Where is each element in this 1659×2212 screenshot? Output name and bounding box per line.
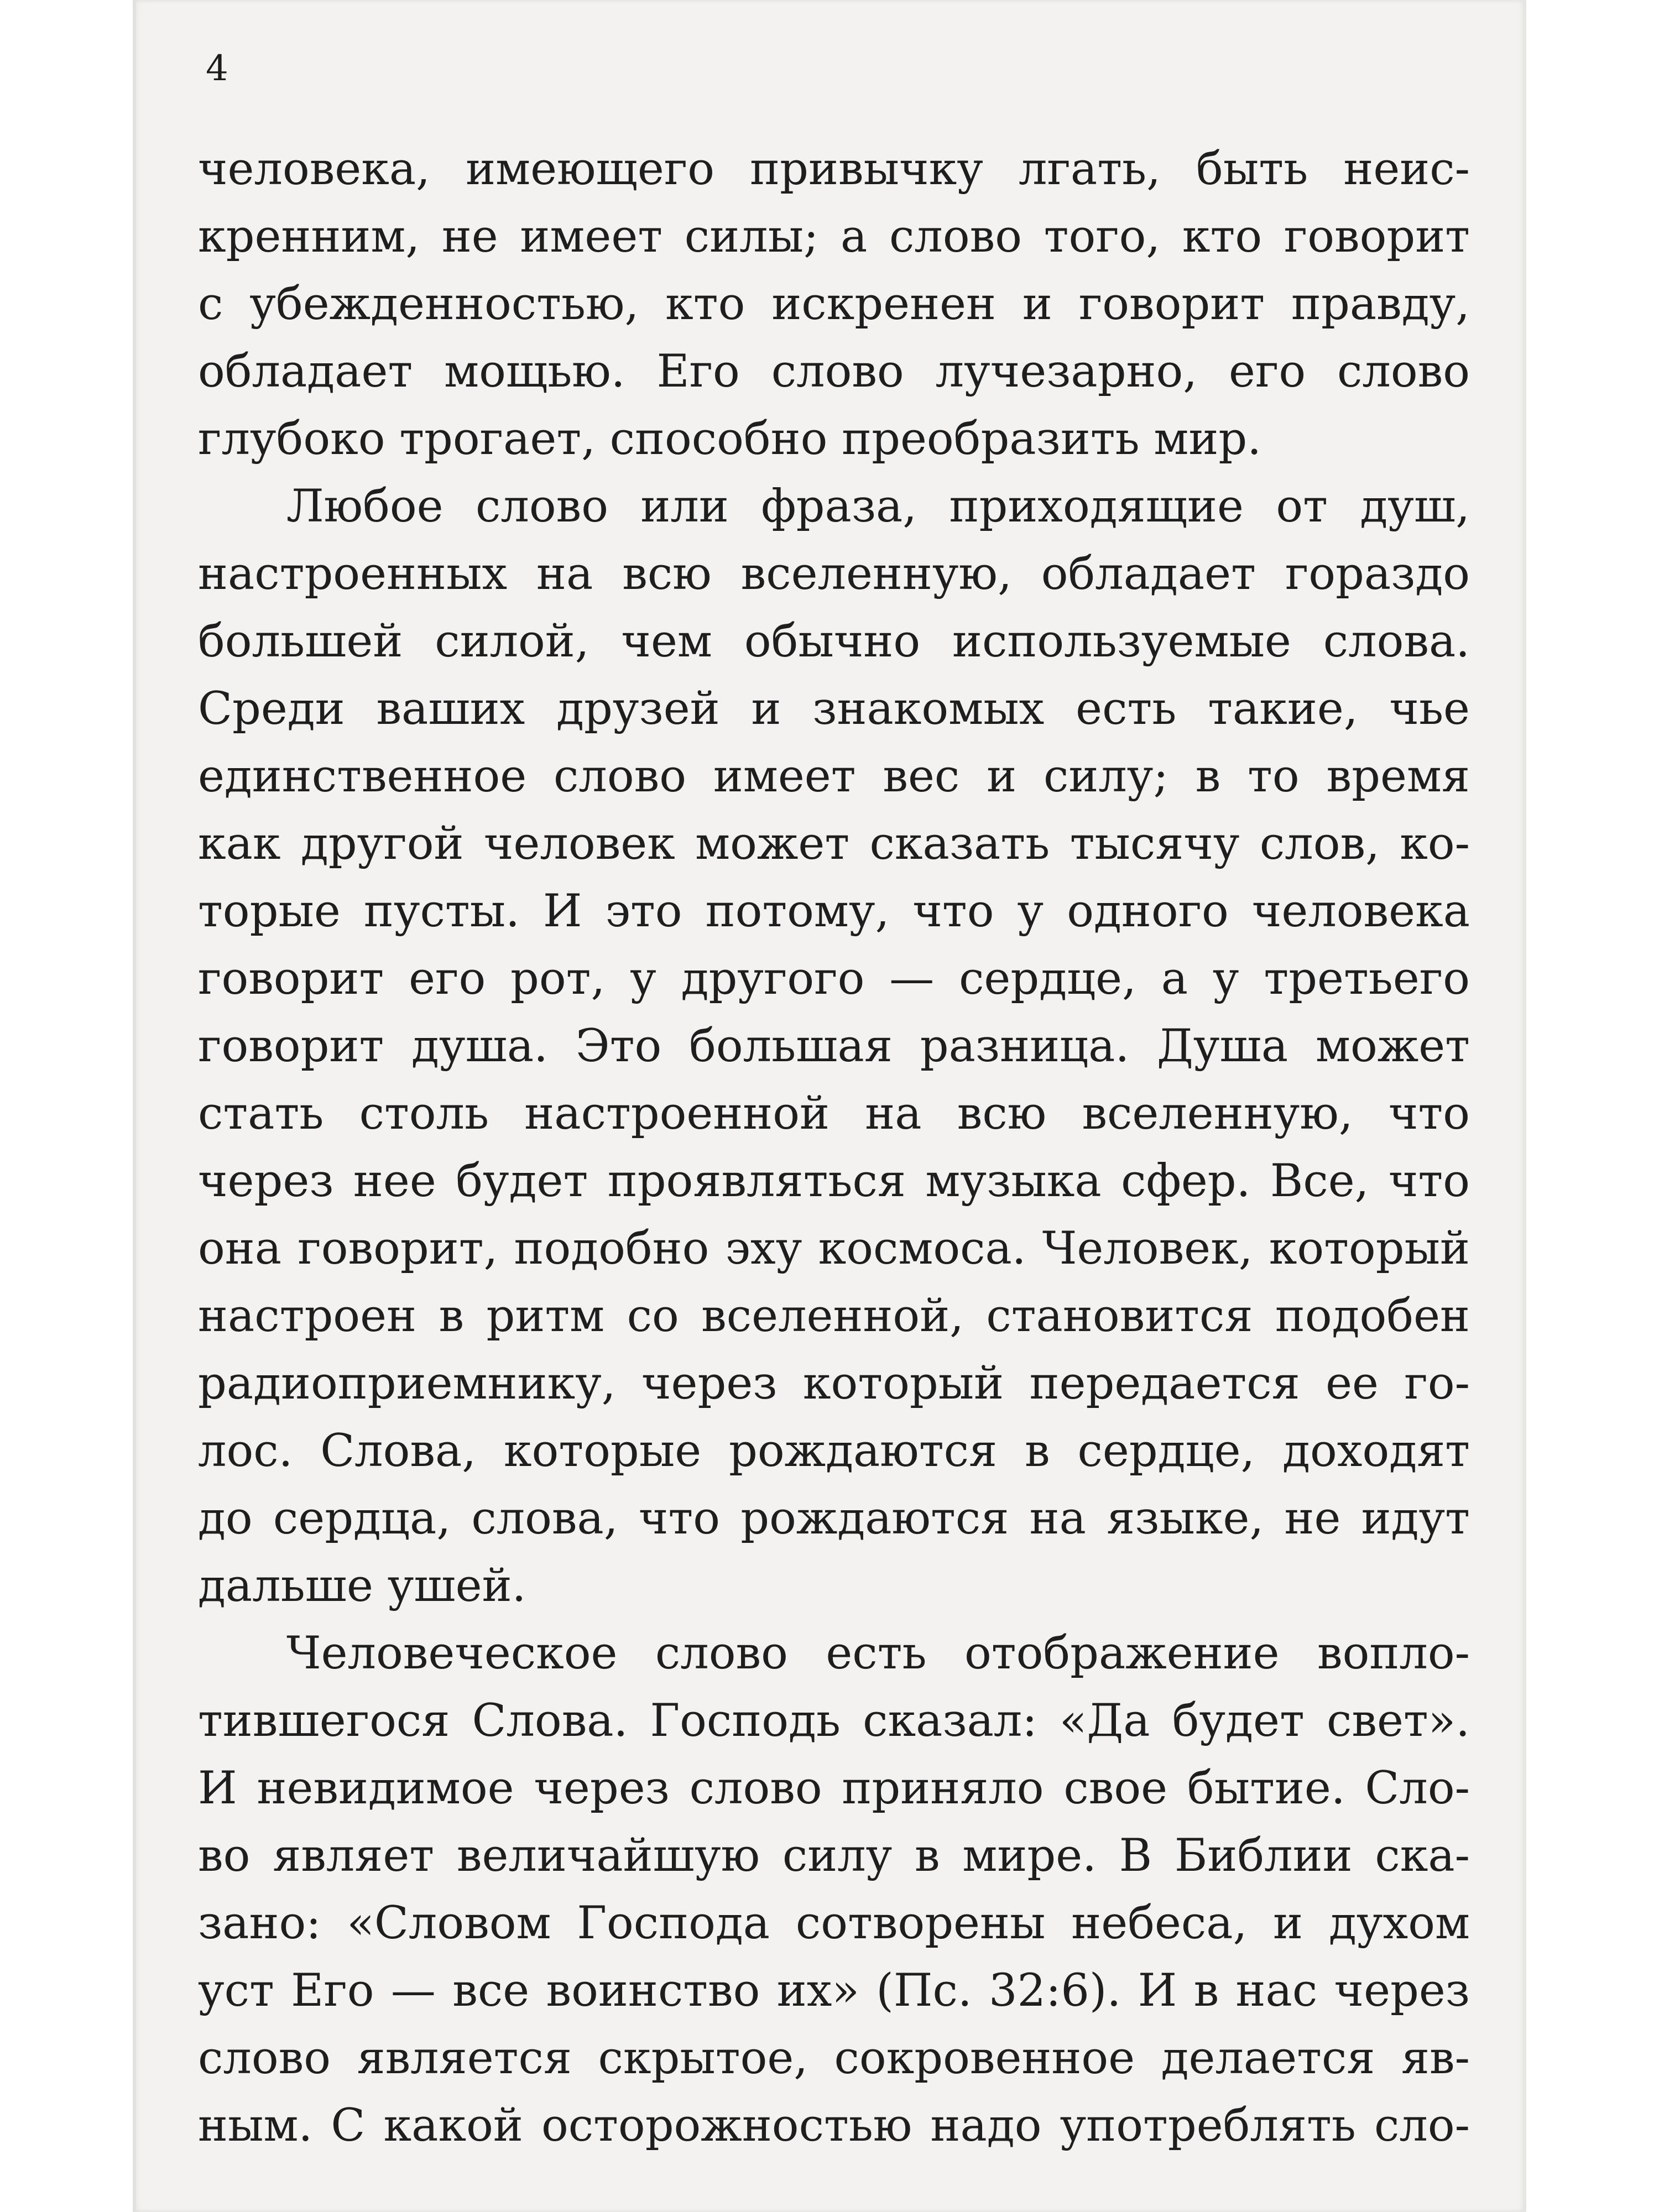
page-edge-left bbox=[133, 0, 136, 2212]
paragraph-2 bbox=[198, 473, 1470, 1620]
text-line: через нее будет проявляться музыка сфер. Все, что bbox=[198, 1155, 1470, 1207]
text-line: зано: «Словом Господа сотворены небеса, и духом bbox=[198, 1897, 1470, 1949]
text-line: ным. С какой осторожностью надо употреблять сло- bbox=[198, 2100, 1470, 2152]
text-line: Среди ваших друзей и знакомых есть такие, чье bbox=[198, 683, 1470, 735]
page-number: 4 bbox=[206, 48, 228, 89]
paragraph-1 bbox=[198, 135, 1470, 473]
text-line: Человеческое слово есть отображение вопло- bbox=[286, 1627, 1470, 1679]
paragraph-3 bbox=[198, 1620, 1470, 2159]
page-edge-right bbox=[1523, 0, 1526, 2212]
text-line: обладает мощью. Его слово лучезарно, его слово bbox=[198, 346, 1470, 398]
text-line: И невидимое через слово приняло свое бытие. Сло- bbox=[198, 1762, 1470, 1814]
text-line: тившегося Слова. Господь сказал: «Да будет свет». bbox=[198, 1695, 1470, 1747]
text-line: она говорит, подобно эху космоса. Человек, который bbox=[198, 1223, 1470, 1275]
text-line: радиоприемнику, через который передается ее го- bbox=[198, 1358, 1470, 1410]
text-line: до сердца, слова, что рождаются на языке, не идут bbox=[198, 1493, 1470, 1545]
text-line: глубоко трогает, способно преобразить мир. bbox=[198, 413, 1261, 465]
text-line: говорит душа. Это большая разница. Душа может bbox=[198, 1020, 1470, 1072]
text-line: большей силой, чем обычно используемые слова. bbox=[198, 615, 1470, 667]
text-line: говорит его рот, у другого — сердце, а у третьего bbox=[198, 953, 1470, 1005]
text-line: лос. Слова, которые рождаются в сердце, доходят bbox=[198, 1425, 1470, 1477]
text-line: настроенных на всю вселенную, обладает гораздо bbox=[198, 548, 1470, 600]
text-line: с убежденностью, кто искренен и говорит правду, bbox=[198, 278, 1470, 330]
text-line: Любое слово или фраза, приходящие от душ, bbox=[286, 481, 1470, 533]
text-line: человека, имеющего привычку лгать, быть неис- bbox=[198, 143, 1470, 195]
text-line: дальше ушей. bbox=[198, 1560, 526, 1612]
text-line: во являет величайшую силу в мире. В Библии ска- bbox=[198, 1830, 1470, 1882]
text-line: слово является скрытое, сокровенное делается яв- bbox=[198, 2032, 1470, 2084]
text-line: стать столь настроенной на всю вселенную, что bbox=[198, 1088, 1470, 1140]
text-line: кренним, не имеет силы; а слово того, кто говорит bbox=[198, 211, 1470, 263]
text-line: торые пусты. И это потому, что у одного человека bbox=[198, 885, 1470, 937]
text-line: единственное слово имеет вес и силу; в то время bbox=[198, 750, 1470, 802]
body-text bbox=[198, 135, 1470, 2159]
text-line: уст Его — все воинство их» (Пс. 32:6). И в нас через bbox=[198, 1965, 1470, 2017]
text-line: как другой человек может сказать тысячу слов, ко- bbox=[198, 818, 1470, 870]
text-line: настроен в ритм со вселенной, становится подобен bbox=[198, 1290, 1470, 1342]
